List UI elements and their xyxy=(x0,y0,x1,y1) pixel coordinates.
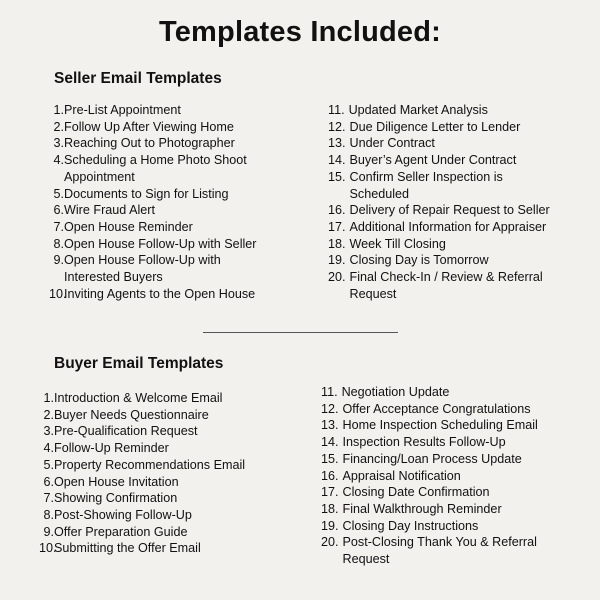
list-item xyxy=(328,152,563,169)
list-item-text: Financing/Loan Process Update xyxy=(342,451,522,466)
list-item xyxy=(49,219,274,236)
list-item-text: Open House Invitation xyxy=(54,474,179,489)
list-item-text: Home Inspection Scheduling Email xyxy=(342,418,538,433)
list-item xyxy=(321,468,556,485)
list-item-number: 2. xyxy=(53,119,64,134)
list-item xyxy=(39,540,269,557)
list-item-number: 15. xyxy=(321,451,339,466)
list-item xyxy=(328,169,563,202)
list-item-number: 18. xyxy=(328,236,346,251)
buyer-list-left xyxy=(39,390,269,557)
list-item-text: Pre-Qualification Request xyxy=(54,424,198,439)
list-item xyxy=(328,202,563,219)
list-item-number: 16. xyxy=(328,203,346,218)
list-item xyxy=(39,390,269,407)
list-item-number: 9. xyxy=(43,524,54,539)
list-item-number: 12. xyxy=(328,119,346,134)
buyer-heading: Buyer Email Templates xyxy=(54,355,224,372)
list-item xyxy=(321,434,556,451)
list-item-number: 14. xyxy=(328,153,346,168)
list-item-text: Reaching Out to Photographer xyxy=(64,136,235,151)
list-item-number: 12. xyxy=(321,401,339,416)
list-item-number: 18. xyxy=(321,501,339,516)
list-item-number: 9. xyxy=(53,253,64,268)
list-item-number: 3. xyxy=(43,424,54,439)
list-item xyxy=(49,135,274,152)
list-item xyxy=(321,417,556,434)
list-item-text: Final Walkthrough Reminder xyxy=(342,501,502,516)
list-item-number: 15. xyxy=(328,169,346,184)
list-item-text: Wire Fraud Alert xyxy=(64,203,155,218)
list-item xyxy=(321,451,556,468)
list-item xyxy=(321,401,556,418)
list-item-number: 11. xyxy=(321,385,338,399)
list-item-text: Due Diligence Letter to Lender xyxy=(349,119,521,134)
list-item-text: Post-Closing Thank You & Referral Request xyxy=(342,535,537,567)
list-item xyxy=(49,236,274,253)
list-item-number: 10. xyxy=(49,286,67,301)
list-item-text: Introduction & Welcome Email xyxy=(54,391,223,405)
list-item xyxy=(328,219,563,236)
list-item-text: Appraisal Notification xyxy=(342,468,461,483)
list-item-text: Final Check-In / Review & Referral Request xyxy=(349,270,543,301)
section-divider xyxy=(203,332,398,333)
list-item-number: 8. xyxy=(43,507,54,522)
list-item xyxy=(328,102,563,119)
list-item-text: Post-Showing Follow-Up xyxy=(54,507,192,522)
list-item xyxy=(321,501,556,518)
list-item-number: 19. xyxy=(328,253,346,268)
list-item-number: 11. xyxy=(328,103,345,117)
list-item-text: Showing Confirmation xyxy=(54,491,178,506)
list-item-text: Buyer’s Agent Under Contract xyxy=(349,153,517,168)
list-item xyxy=(49,152,274,185)
list-item-text: Property Recommendations Email xyxy=(54,457,246,472)
list-item-text: Open House Follow-Up with Seller xyxy=(64,236,257,251)
list-item-text: Confirm Seller Inspection is Scheduled xyxy=(349,169,503,201)
list-item-number: 17. xyxy=(321,485,339,500)
list-item-text: Pre-List Appointment xyxy=(64,103,181,117)
list-item-text: Closing Date Confirmation xyxy=(342,485,490,500)
list-item-number: 7. xyxy=(43,491,54,506)
list-item-number: 1. xyxy=(43,391,54,405)
list-item xyxy=(39,524,269,541)
list-item-text: Scheduling a Home Photo Shoot Appointment xyxy=(64,153,247,184)
list-item-text: Offer Acceptance Congratulations xyxy=(342,401,531,416)
list-item xyxy=(328,252,563,269)
list-item xyxy=(328,236,563,253)
list-item-number: 3. xyxy=(53,136,64,151)
list-item xyxy=(328,135,563,152)
list-item-number: 5. xyxy=(53,186,64,201)
list-item xyxy=(49,286,274,303)
list-item-text: Negotiation Update xyxy=(341,385,450,399)
list-item xyxy=(321,484,556,501)
seller-list-left xyxy=(49,102,274,302)
list-item xyxy=(39,457,269,474)
list-item-number: 4. xyxy=(43,441,54,456)
list-item-text: Closing Day is Tomorrow xyxy=(349,253,489,268)
list-item-number: 13. xyxy=(321,418,339,433)
list-item-text: Open House Reminder xyxy=(64,219,193,234)
list-item-text: Additional Information for Appraiser xyxy=(349,219,547,234)
list-item-text: Inspection Results Follow-Up xyxy=(342,435,506,450)
list-item-number: 17. xyxy=(328,219,346,234)
list-item-text: Week Till Closing xyxy=(349,236,446,251)
list-item xyxy=(39,440,269,457)
list-item xyxy=(49,202,274,219)
list-item-number: 8. xyxy=(53,236,64,251)
page-title: Templates Included: xyxy=(158,16,442,48)
list-item-number: 6. xyxy=(53,203,64,218)
list-item-number: 4. xyxy=(53,153,64,168)
list-item-text: Under Contract xyxy=(349,136,435,151)
list-item-number: 10. xyxy=(39,541,57,556)
list-item-text: Documents to Sign for Listing xyxy=(64,186,229,201)
list-item xyxy=(39,423,269,440)
list-item-number: 2. xyxy=(43,407,54,422)
list-item-text: Submitting the Offer Email xyxy=(54,541,201,556)
list-item xyxy=(321,384,556,401)
list-item-text: Buyer Needs Questionnaire xyxy=(54,407,209,422)
list-item-text: Closing Day Instructions xyxy=(342,518,479,533)
buyer-list-right xyxy=(321,384,556,568)
seller-list-right xyxy=(328,102,563,302)
list-item-text: Inviting Agents to the Open House xyxy=(64,286,256,301)
list-item-number: 13. xyxy=(328,136,346,151)
list-item-text: Delivery of Repair Request to Seller xyxy=(349,203,550,218)
list-item xyxy=(321,518,556,535)
list-item-number: 20. xyxy=(328,270,346,285)
list-item-number: 6. xyxy=(43,474,54,489)
list-item-text: Open House Follow-Up with Interested Buyers xyxy=(64,253,221,285)
list-item xyxy=(321,534,556,567)
list-item-number: 7. xyxy=(53,219,64,234)
list-item xyxy=(39,490,269,507)
list-item xyxy=(49,102,274,119)
list-item xyxy=(49,119,274,136)
list-item-text: Follow-Up Reminder xyxy=(54,441,169,456)
list-item-number: 19. xyxy=(321,518,339,533)
list-item-number: 5. xyxy=(43,457,54,472)
list-item-number: 16. xyxy=(321,468,339,483)
list-item-text: Follow Up After Viewing Home xyxy=(64,119,234,134)
list-item-number: 14. xyxy=(321,435,339,450)
list-item xyxy=(49,186,274,203)
list-item xyxy=(328,269,563,302)
list-item xyxy=(49,252,274,285)
seller-heading: Seller Email Templates xyxy=(54,70,222,87)
list-item-text: Offer Preparation Guide xyxy=(54,524,188,539)
list-item-number: 1. xyxy=(53,103,64,117)
list-item-number: 20. xyxy=(321,535,339,550)
list-item xyxy=(39,407,269,424)
list-item xyxy=(39,507,269,524)
list-item xyxy=(39,474,269,491)
list-item xyxy=(328,119,563,136)
list-item-text: Updated Market Analysis xyxy=(348,103,488,117)
